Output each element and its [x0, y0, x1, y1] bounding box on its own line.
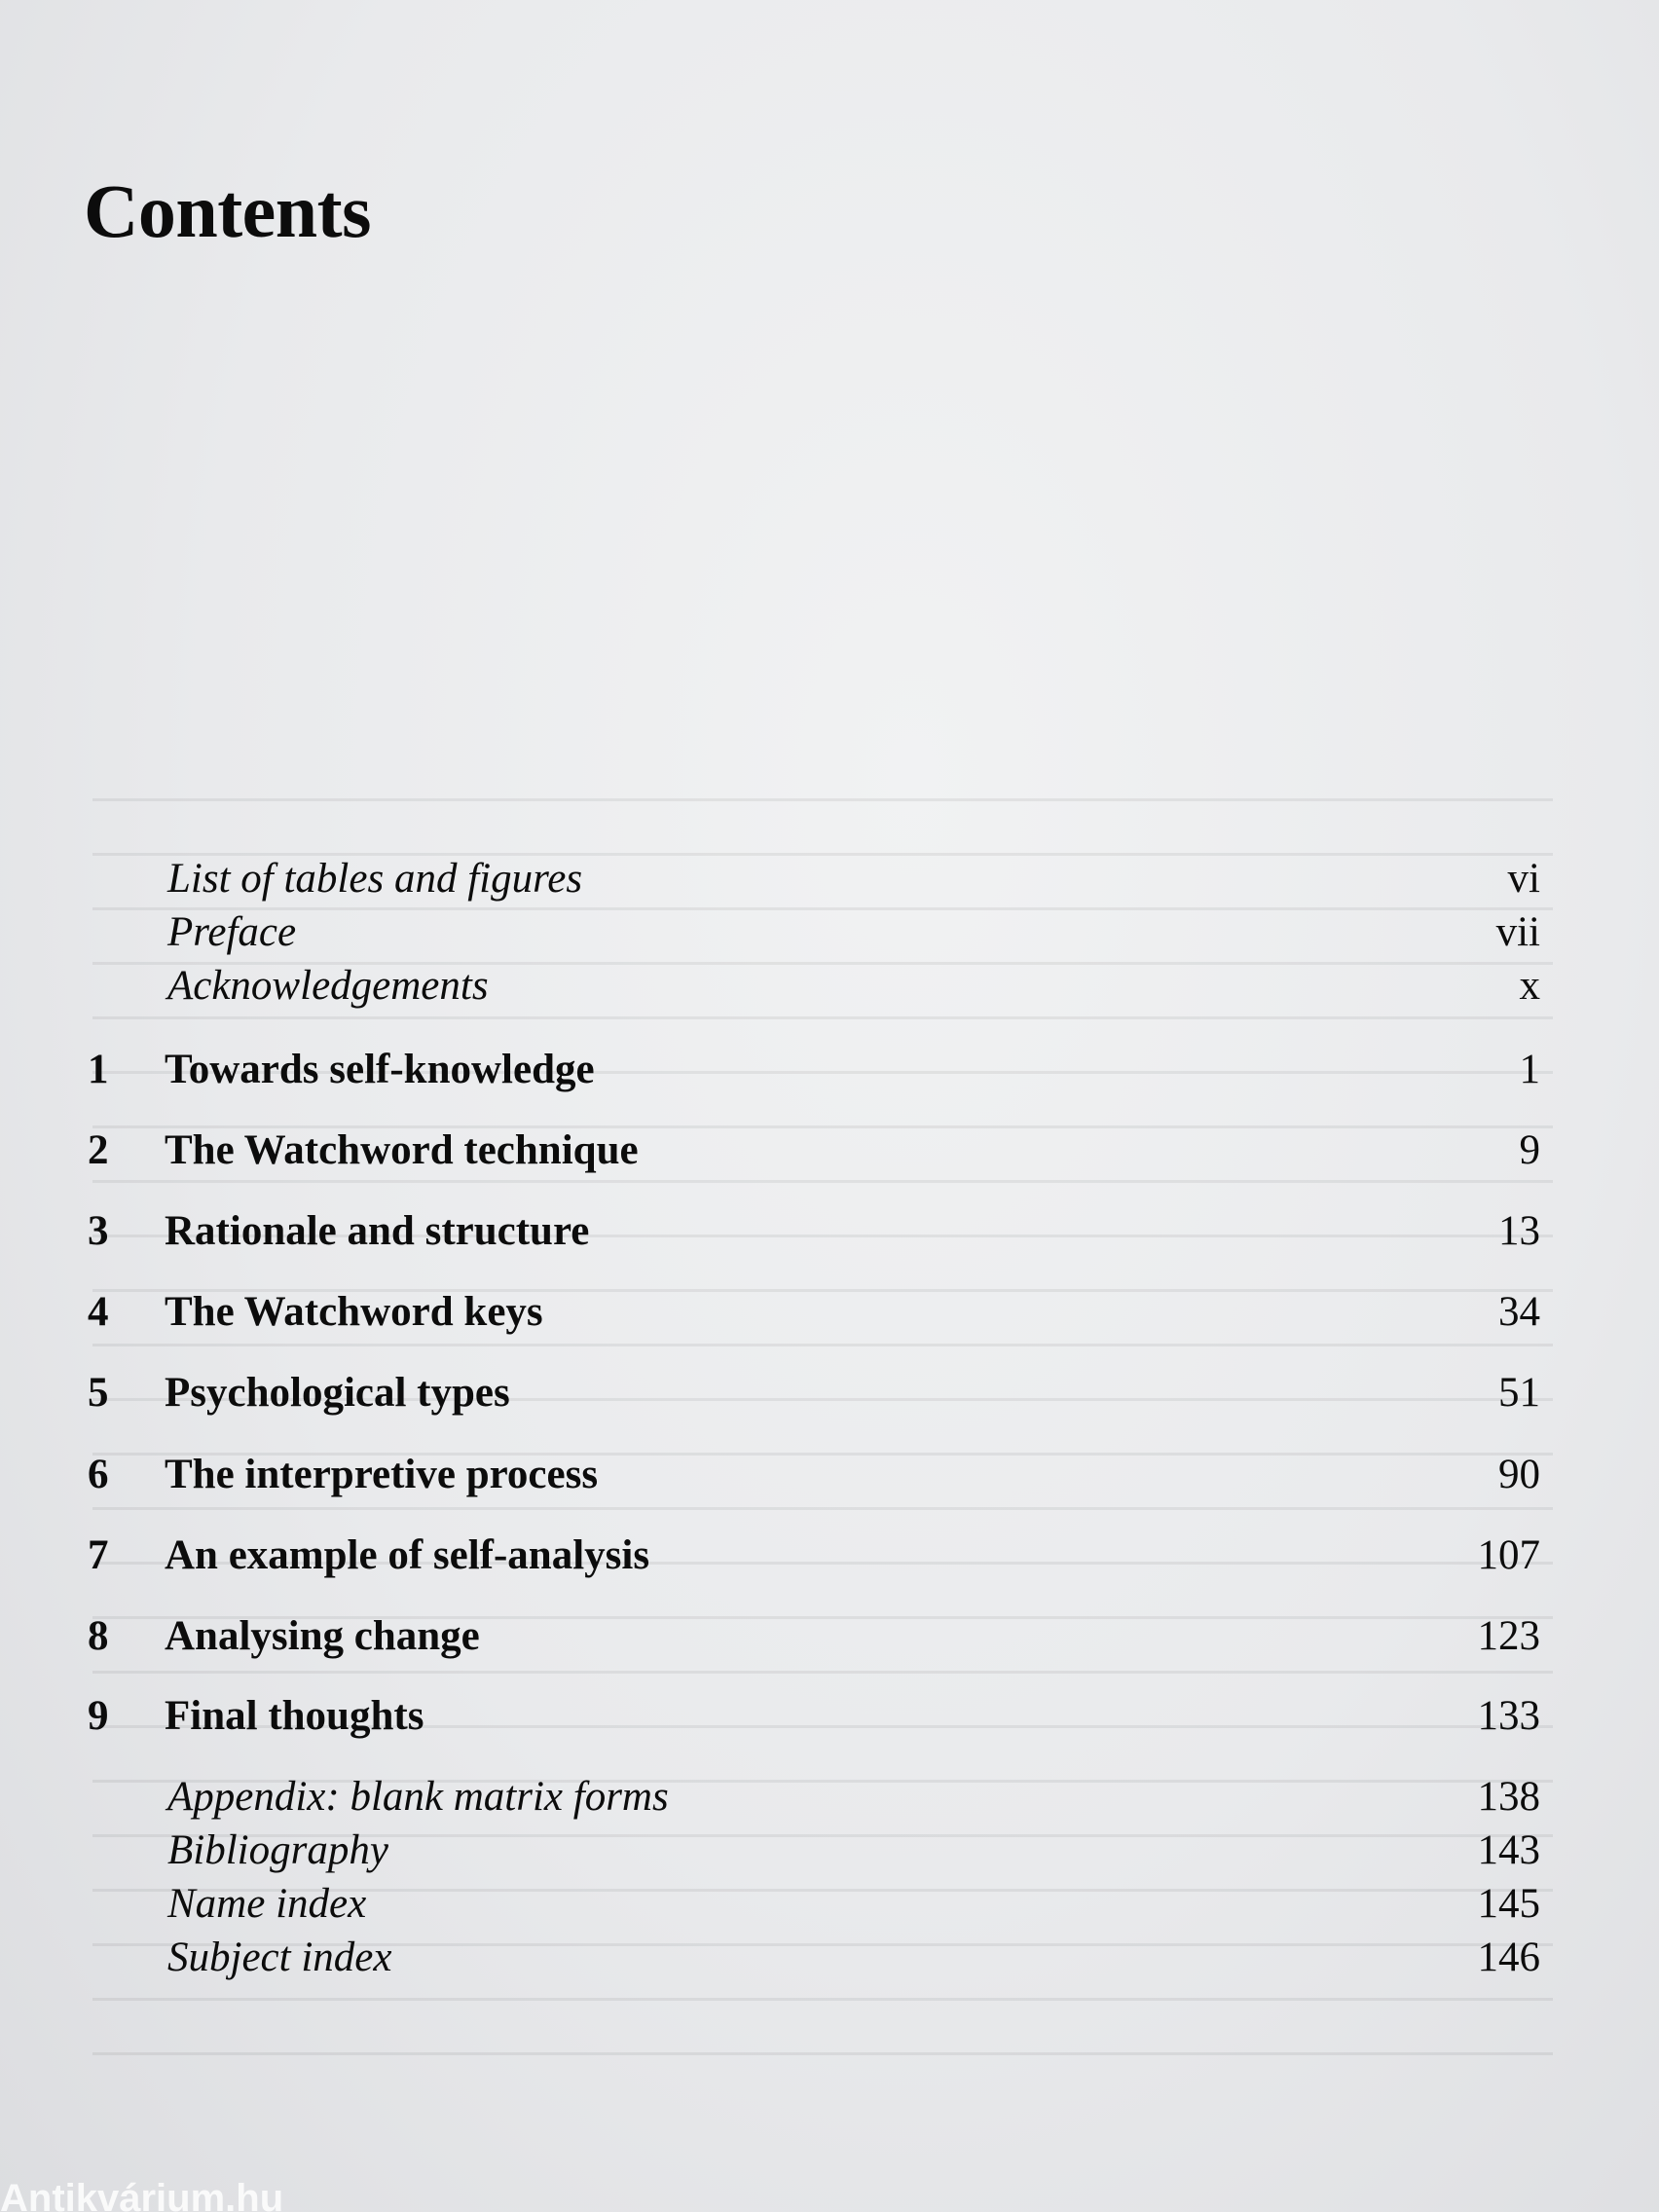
toc-entry-page: vii	[1495, 909, 1540, 955]
toc-entry-page: vi	[1507, 856, 1540, 902]
toc-entry-front[interactable]	[0, 959, 1659, 1014]
chapter-title: Psychological types	[165, 1370, 510, 1416]
toc-entry-back[interactable]	[0, 1770, 1659, 1825]
chapter-title: Final thoughts	[165, 1693, 424, 1739]
toc-entry-page: 123	[1477, 1613, 1540, 1659]
toc-entry-chapter[interactable]	[0, 1609, 1659, 1664]
toc-entry-chapter[interactable]	[0, 1529, 1659, 1583]
toc-entry-label: Subject index	[167, 1935, 392, 1980]
chapter-number: 4	[88, 1289, 109, 1335]
toc-entry-label: List of tables and figures	[167, 856, 583, 902]
toc-entry-page: 107	[1477, 1532, 1540, 1578]
toc-entry-chapter[interactable]	[0, 1285, 1659, 1340]
toc-entry-chapter[interactable]	[0, 1448, 1659, 1502]
toc-entry-page: 145	[1477, 1881, 1540, 1927]
chapter-number: 7	[88, 1532, 109, 1578]
chapter-title: The Watchword keys	[165, 1289, 543, 1335]
toc-entry-page: 143	[1477, 1827, 1540, 1873]
toc-entry-page: 34	[1498, 1289, 1540, 1335]
toc-entry-page: x	[1519, 963, 1540, 1009]
chapter-title: An example of self-analysis	[165, 1532, 650, 1578]
toc-entry-front[interactable]	[0, 905, 1659, 960]
toc-entry-label: Name index	[167, 1881, 367, 1927]
page-title: Contents	[84, 168, 372, 253]
chapter-number: 1	[88, 1047, 109, 1092]
chapter-number: 6	[88, 1452, 109, 1497]
toc-entry-chapter[interactable]	[0, 1689, 1659, 1744]
toc-entry-back[interactable]	[0, 1824, 1659, 1878]
watermark: Antikvárium.hu	[0, 2177, 284, 2212]
toc-entry-chapter[interactable]	[0, 1204, 1659, 1259]
chapter-title: The Watchword technique	[165, 1127, 639, 1173]
chapter-number: 8	[88, 1613, 109, 1659]
toc-entry-chapter[interactable]	[0, 1043, 1659, 1097]
chapter-number: 9	[88, 1693, 109, 1739]
toc-entry-label: Appendix: blank matrix forms	[167, 1774, 669, 1820]
chapter-title: The interpretive process	[165, 1452, 599, 1497]
toc-entry-page: 146	[1477, 1935, 1540, 1980]
toc-entry-front[interactable]	[0, 852, 1659, 906]
toc-entry-chapter[interactable]	[0, 1124, 1659, 1178]
chapter-number: 5	[88, 1370, 109, 1416]
toc-entry-page: 90	[1498, 1452, 1540, 1497]
chapter-number: 3	[88, 1208, 109, 1254]
toc-entry-back[interactable]	[0, 1931, 1659, 1985]
toc-entry-page: 51	[1498, 1370, 1540, 1416]
toc-entry-page: 133	[1477, 1693, 1540, 1739]
toc-entry-back[interactable]	[0, 1877, 1659, 1932]
toc-entry-page: 138	[1477, 1774, 1540, 1820]
chapter-title: Towards self-knowledge	[165, 1047, 595, 1092]
chapter-title: Analysing change	[165, 1613, 480, 1659]
toc-entry-page: 13	[1498, 1208, 1540, 1254]
toc-entry-page: 1	[1519, 1047, 1540, 1092]
toc-entry-label: Preface	[167, 909, 297, 955]
chapter-title: Rationale and structure	[165, 1208, 590, 1254]
toc-entry-chapter[interactable]	[0, 1366, 1659, 1420]
toc-entry-page: 9	[1519, 1127, 1540, 1173]
toc-entry-label: Bibliography	[167, 1827, 388, 1873]
chapter-number: 2	[88, 1127, 109, 1173]
toc-entry-label: Acknowledgements	[167, 963, 489, 1009]
